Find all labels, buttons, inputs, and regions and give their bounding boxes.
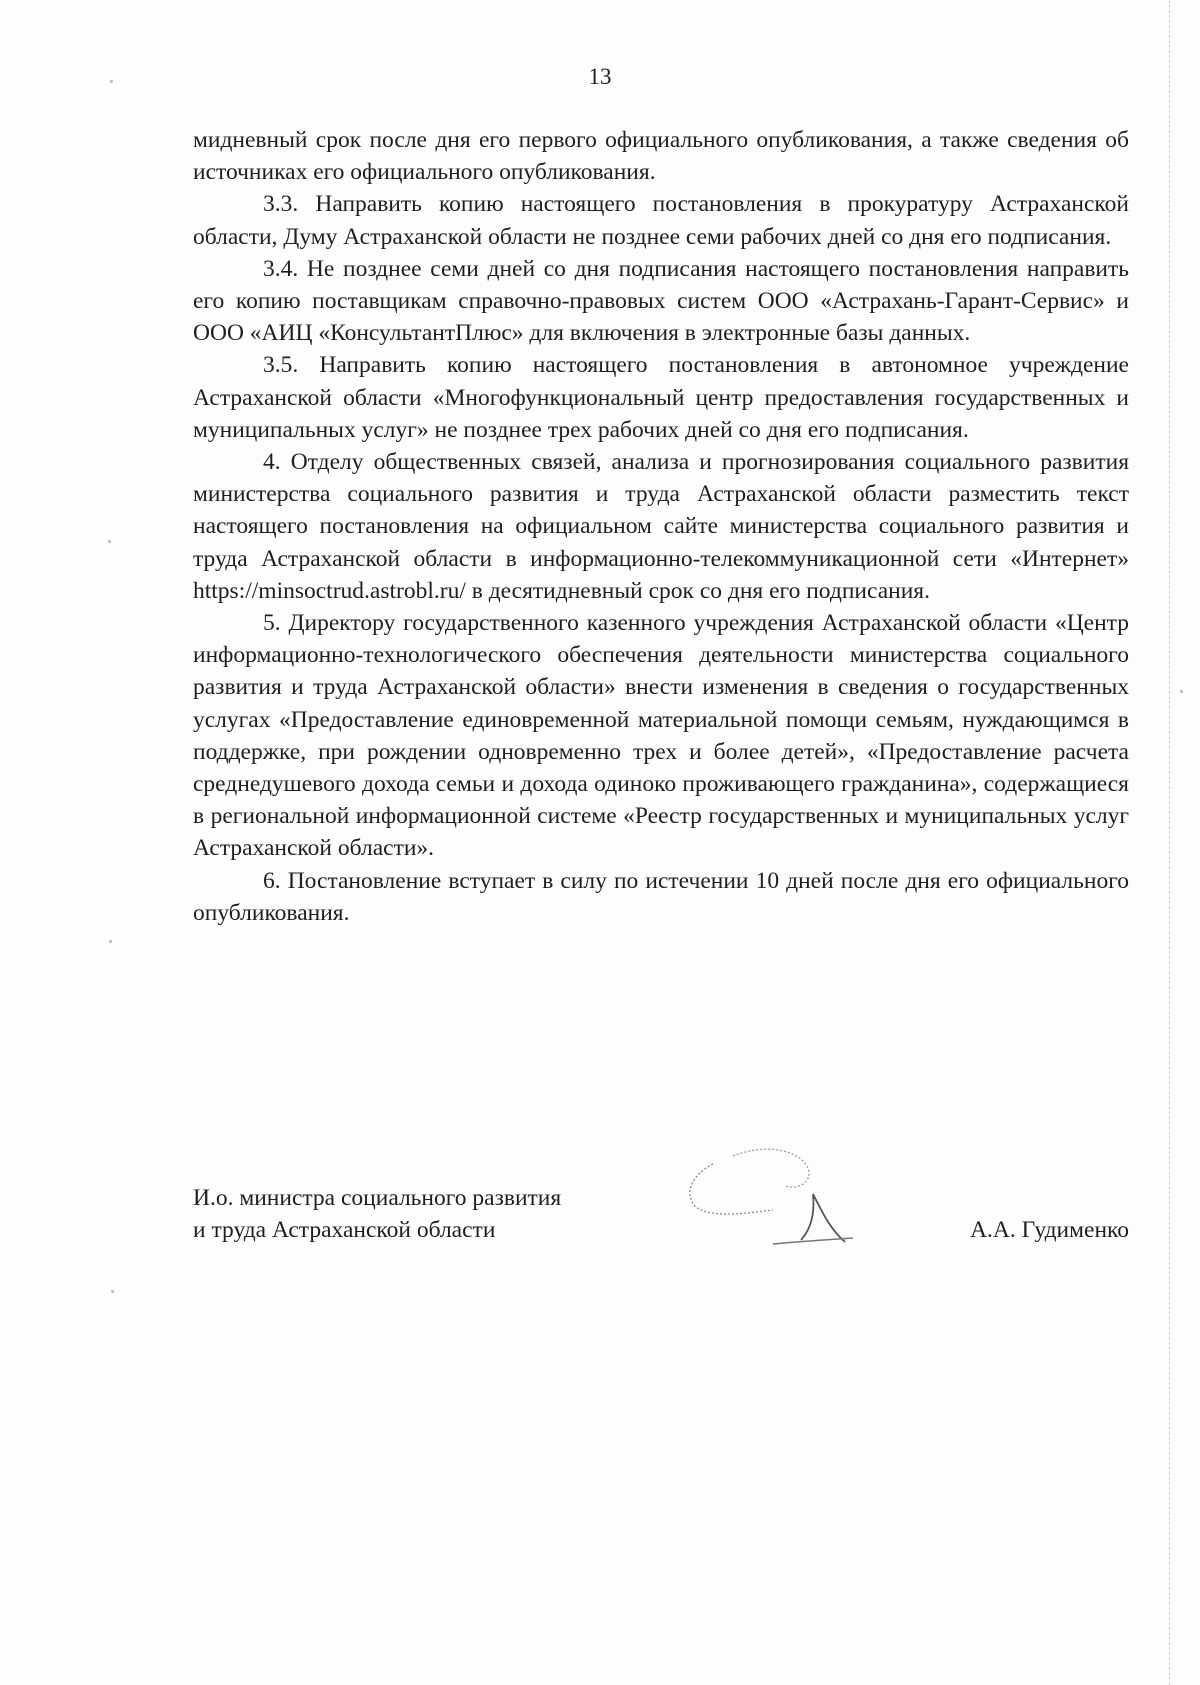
- body-text: [193, 124, 1129, 929]
- signature-block: [193, 1182, 1129, 1262]
- scan-speck: [109, 940, 112, 943]
- paragraph-3-5: 3.5. Направить копию настоящего постановления в автономное учреждение Астраханской области «Многофункциональный центр предоставления государственных и муниципальных услуг» не позднее трех рабочих дней со дня его подписания.: [193, 352, 1129, 443]
- paragraph-3-4: 3.4. Не позднее семи дней со дня подписания настоящего постановления направить его копию поставщикам справочно-правовых систем ООО «Астрахань-Гарант-Сервис» и ООО «АИЦ «КонсультантПлюс» для включения в электронные базы данных.: [193, 255, 1129, 347]
- paragraph-6: 6. Постановление вступает в силу по истечении 10 дней после дня его официального опубликования.: [193, 867, 1129, 926]
- handwritten-signature: [673, 1134, 883, 1264]
- signer-name: А.А. Гудименко: [970, 1217, 1129, 1243]
- scan-speck: [1180, 690, 1183, 693]
- scan-edge: [1169, 0, 1200, 1685]
- paragraph-5: 5. Директору государственного казенного учреждения Астраханской области «Центр информационно-технологического обеспечения деятельности министерства социального развития и труда Астраханской области» внести изменения в сведения о государственных услугах «Предоставление единовременной материальной помощи семьям, нуждающимся в поддержке, при рождении одновременно трех и более детей», «Предоставление расчета среднедушевого дохода семьи и дохода одиноко проживающего гражданина», содержащиеся в региональной информационной системе «Реестр государственных и муниципальных услуг Астраханской области».: [193, 610, 1129, 862]
- paragraph-4: 4. Отделу общественных связей, анализа и прогнозирования социального развития министерства социального развития и труда Астраханской области разместить текст настоящего постановления на официальном сайте министерства социального развития и труда Астраханской области в информационно-телекоммуникационной сети «Интернет» https://minsoctrud.astrobl.ru/ в десятидневный срок со дня его подписания.: [193, 449, 1129, 604]
- paragraph-continuation: мидневный срок после дня его первого официального опубликования, а также сведения об источниках его официального опубликования.: [193, 127, 1129, 186]
- page-number: 13: [588, 64, 612, 89]
- scan-speck: [111, 1290, 114, 1293]
- signer-position: И.о. министра социального развития и труда Астраханской области: [193, 1185, 562, 1244]
- scan-speck: [108, 540, 111, 543]
- paragraph-3-3: 3.3. Направить копию настоящего постановления в прокуратуру Астраханской области, Думу Астраханской области не позднее семи рабочих дней со дня его подписания.: [193, 191, 1129, 250]
